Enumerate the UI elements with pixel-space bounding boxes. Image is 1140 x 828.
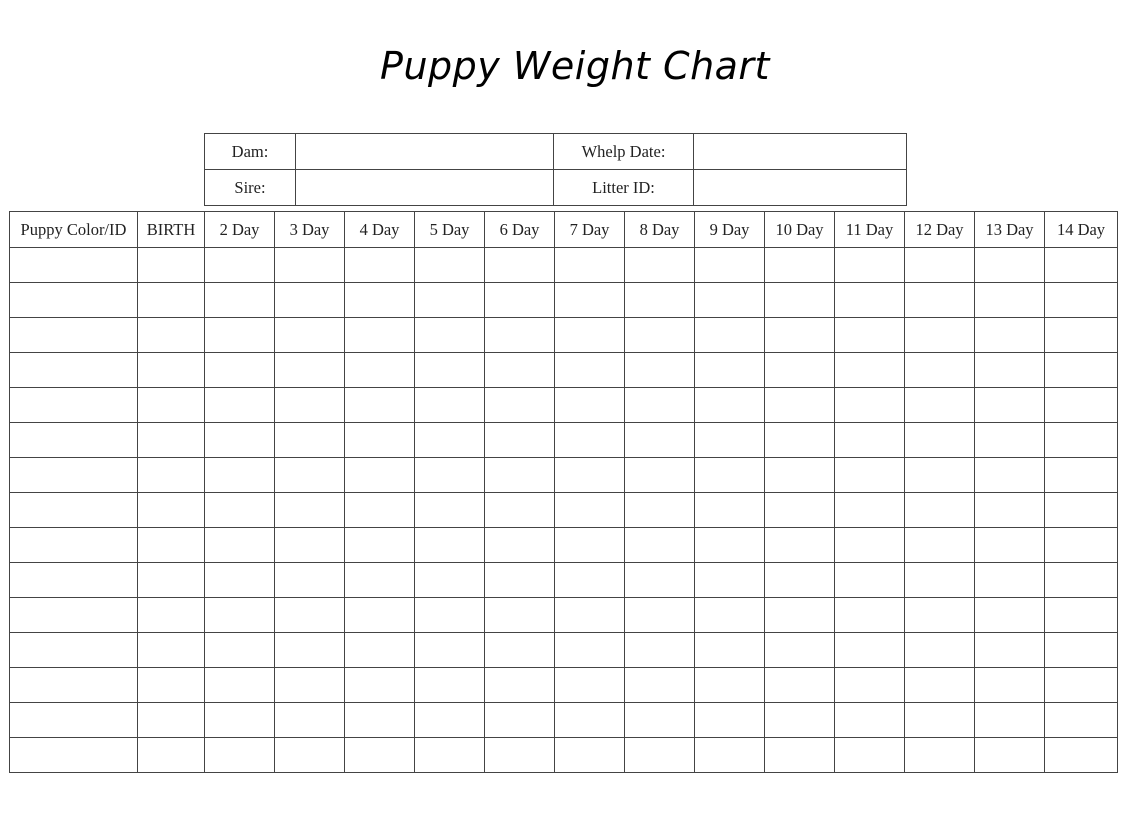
weight-cell[interactable] (275, 283, 345, 318)
table-row (10, 283, 1118, 318)
whelp-date-field[interactable] (694, 134, 907, 170)
weight-cell[interactable] (975, 318, 1045, 353)
weight-cell[interactable] (275, 703, 345, 738)
weight-cell[interactable] (345, 318, 415, 353)
weight-cell[interactable] (695, 563, 765, 598)
weight-cell[interactable] (625, 528, 695, 563)
weight-cell[interactable] (10, 493, 138, 528)
weight-cell[interactable] (138, 458, 205, 493)
weight-cell[interactable] (975, 458, 1045, 493)
weight-cell[interactable] (835, 703, 905, 738)
weight-cell[interactable] (345, 738, 415, 773)
weight-cell[interactable] (695, 388, 765, 423)
weight-cell[interactable] (415, 703, 485, 738)
weight-cell[interactable] (275, 248, 345, 283)
weight-grid-table (9, 211, 1118, 773)
weight-cell[interactable] (555, 493, 625, 528)
weight-cell[interactable] (835, 388, 905, 423)
weight-cell[interactable] (138, 283, 205, 318)
table-row (10, 493, 1118, 528)
weight-cell[interactable] (1045, 353, 1118, 388)
weight-cell[interactable] (1045, 563, 1118, 598)
weight-cell[interactable] (415, 318, 485, 353)
weight-cell[interactable] (205, 458, 275, 493)
weight-cell[interactable] (695, 283, 765, 318)
column-header: 9 Day (695, 212, 765, 248)
table-row (10, 528, 1118, 563)
weight-cell[interactable] (695, 248, 765, 283)
weight-grid-body (10, 248, 1118, 773)
weight-cell[interactable] (138, 318, 205, 353)
column-header: Puppy Color/ID (10, 212, 138, 248)
weight-cell[interactable] (275, 738, 345, 773)
weight-cell[interactable] (905, 668, 975, 703)
weight-cell[interactable] (975, 353, 1045, 388)
weight-cell[interactable] (205, 353, 275, 388)
weight-cell[interactable] (905, 738, 975, 773)
weight-cell[interactable] (10, 528, 138, 563)
weight-cell[interactable] (138, 598, 205, 633)
weight-cell[interactable] (275, 528, 345, 563)
weight-cell[interactable] (415, 248, 485, 283)
weight-cell[interactable] (1045, 598, 1118, 633)
weight-cell[interactable] (835, 353, 905, 388)
weight-cell[interactable] (10, 283, 138, 318)
weight-cell[interactable] (765, 388, 835, 423)
weight-cell[interactable] (138, 248, 205, 283)
table-row (10, 703, 1118, 738)
weight-cell[interactable] (695, 738, 765, 773)
weight-cell[interactable] (10, 563, 138, 598)
weight-cell[interactable] (275, 668, 345, 703)
weight-cell[interactable] (138, 738, 205, 773)
weight-cell[interactable] (485, 528, 555, 563)
weight-cell[interactable] (1045, 248, 1118, 283)
weight-cell[interactable] (275, 458, 345, 493)
weight-cell[interactable] (555, 528, 625, 563)
table-row (10, 318, 1118, 353)
column-header: 8 Day (625, 212, 695, 248)
weight-cell[interactable] (765, 353, 835, 388)
weight-cell[interactable] (695, 458, 765, 493)
weight-cell[interactable] (205, 633, 275, 668)
weight-cell[interactable] (205, 283, 275, 318)
weight-cell[interactable] (765, 458, 835, 493)
weight-cell[interactable] (138, 528, 205, 563)
weight-cell[interactable] (765, 248, 835, 283)
weight-cell[interactable] (345, 528, 415, 563)
weight-cell[interactable] (415, 528, 485, 563)
table-row (10, 458, 1118, 493)
table-row (10, 388, 1118, 423)
weight-cell[interactable] (205, 423, 275, 458)
weight-cell[interactable] (415, 353, 485, 388)
column-header: 6 Day (485, 212, 555, 248)
table-row (10, 633, 1118, 668)
weight-cell[interactable] (10, 633, 138, 668)
weight-cell[interactable] (905, 248, 975, 283)
weight-cell[interactable] (835, 633, 905, 668)
table-row (10, 563, 1118, 598)
table-row (10, 423, 1118, 458)
weight-cell[interactable] (485, 248, 555, 283)
weight-cell[interactable] (345, 283, 415, 318)
weight-cell[interactable] (975, 633, 1045, 668)
weight-cell[interactable] (138, 703, 205, 738)
column-header: 10 Day (765, 212, 835, 248)
weight-cell[interactable] (138, 353, 205, 388)
weight-cell[interactable] (625, 248, 695, 283)
weight-cell[interactable] (765, 633, 835, 668)
weight-cell[interactable] (625, 283, 695, 318)
weight-cell[interactable] (345, 703, 415, 738)
weight-cell[interactable] (275, 563, 345, 598)
weight-cell[interactable] (625, 423, 695, 458)
weight-cell[interactable] (765, 318, 835, 353)
weight-cell[interactable] (205, 563, 275, 598)
weight-cell[interactable] (1045, 283, 1118, 318)
weight-cell[interactable] (275, 423, 345, 458)
weight-cell[interactable] (555, 458, 625, 493)
header-row (10, 212, 1118, 248)
weight-cell[interactable] (485, 598, 555, 633)
weight-cell[interactable] (835, 528, 905, 563)
weight-cell[interactable] (695, 668, 765, 703)
weight-cell[interactable] (1045, 423, 1118, 458)
weight-cell[interactable] (1045, 458, 1118, 493)
sire-row (205, 170, 907, 206)
column-header: BIRTH (138, 212, 205, 248)
weight-cell[interactable] (205, 388, 275, 423)
weight-cell[interactable] (485, 283, 555, 318)
weight-cell[interactable] (205, 248, 275, 283)
sire-label: Sire: (205, 170, 296, 206)
weight-cell[interactable] (975, 738, 1045, 773)
weight-cell[interactable] (345, 668, 415, 703)
weight-cell[interactable] (905, 598, 975, 633)
weight-cell[interactable] (695, 528, 765, 563)
weight-cell[interactable] (625, 318, 695, 353)
weight-cell[interactable] (415, 458, 485, 493)
column-header: 14 Day (1045, 212, 1118, 248)
weight-cell[interactable] (485, 458, 555, 493)
weight-cell[interactable] (695, 493, 765, 528)
weight-cell[interactable] (138, 668, 205, 703)
column-header: 2 Day (205, 212, 275, 248)
weight-cell[interactable] (345, 353, 415, 388)
weight-cell[interactable] (765, 493, 835, 528)
weight-cell[interactable] (555, 563, 625, 598)
weight-cell[interactable] (555, 423, 625, 458)
weight-cell[interactable] (625, 353, 695, 388)
weight-cell[interactable] (625, 738, 695, 773)
weight-cell[interactable] (345, 633, 415, 668)
weight-cell[interactable] (205, 528, 275, 563)
column-header: 7 Day (555, 212, 625, 248)
weight-cell[interactable] (765, 598, 835, 633)
litter-id-field[interactable] (694, 170, 907, 206)
weight-cell[interactable] (555, 388, 625, 423)
weight-cell[interactable] (138, 563, 205, 598)
weight-cell[interactable] (138, 423, 205, 458)
weight-cell[interactable] (275, 493, 345, 528)
weight-cell[interactable] (905, 633, 975, 668)
weight-cell[interactable] (695, 598, 765, 633)
weight-cell[interactable] (555, 248, 625, 283)
weight-cell[interactable] (975, 563, 1045, 598)
weight-cell[interactable] (905, 318, 975, 353)
weight-cell[interactable] (975, 598, 1045, 633)
weight-cell[interactable] (205, 703, 275, 738)
weight-cell[interactable] (415, 633, 485, 668)
sire-field[interactable] (296, 170, 554, 206)
table-row (10, 248, 1118, 283)
weight-cell[interactable] (415, 283, 485, 318)
weight-cell[interactable] (555, 283, 625, 318)
weight-cell[interactable] (205, 493, 275, 528)
weight-cell[interactable] (765, 423, 835, 458)
weight-cell[interactable] (835, 668, 905, 703)
weight-cell[interactable] (835, 493, 905, 528)
weight-cell[interactable] (905, 353, 975, 388)
weight-cell[interactable] (415, 493, 485, 528)
weight-cell[interactable] (695, 353, 765, 388)
weight-cell[interactable] (485, 703, 555, 738)
weight-cell[interactable] (205, 318, 275, 353)
weight-cell[interactable] (275, 318, 345, 353)
weight-cell[interactable] (555, 353, 625, 388)
table-row (10, 353, 1118, 388)
litter-info-table (204, 133, 907, 206)
column-header: 4 Day (345, 212, 415, 248)
weight-cell[interactable] (1045, 388, 1118, 423)
weight-cell[interactable] (555, 738, 625, 773)
weight-cell[interactable] (835, 423, 905, 458)
weight-cell[interactable] (555, 703, 625, 738)
weight-cell[interactable] (625, 388, 695, 423)
weight-cell[interactable] (765, 668, 835, 703)
weight-cell[interactable] (765, 563, 835, 598)
weight-cell[interactable] (975, 283, 1045, 318)
weight-cell[interactable] (275, 353, 345, 388)
weight-cell[interactable] (625, 563, 695, 598)
weight-cell[interactable] (1045, 738, 1118, 773)
page-title: Puppy Weight Chart (380, 44, 770, 88)
weight-cell[interactable] (1045, 668, 1118, 703)
weight-cell[interactable] (905, 388, 975, 423)
weight-cell[interactable] (275, 388, 345, 423)
weight-cell[interactable] (555, 633, 625, 668)
table-row (10, 598, 1118, 633)
weight-cell[interactable] (138, 493, 205, 528)
weight-cell[interactable] (1045, 528, 1118, 563)
weight-cell[interactable] (205, 598, 275, 633)
weight-cell[interactable] (10, 248, 138, 283)
weight-cell[interactable] (345, 598, 415, 633)
weight-cell[interactable] (905, 423, 975, 458)
weight-cell[interactable] (205, 668, 275, 703)
weight-cell[interactable] (485, 563, 555, 598)
weight-cell[interactable] (835, 283, 905, 318)
weight-cell[interactable] (485, 388, 555, 423)
weight-cell[interactable] (345, 493, 415, 528)
weight-cell[interactable] (835, 563, 905, 598)
weight-cell[interactable] (415, 423, 485, 458)
weight-cell[interactable] (835, 318, 905, 353)
weight-cell[interactable] (275, 633, 345, 668)
table-row (10, 738, 1118, 773)
weight-cell[interactable] (415, 563, 485, 598)
weight-cell[interactable] (10, 388, 138, 423)
weight-cell[interactable] (485, 633, 555, 668)
whelp-date-label: Whelp Date: (554, 134, 694, 170)
column-header: 12 Day (905, 212, 975, 248)
weight-cell[interactable] (485, 353, 555, 388)
weight-cell[interactable] (555, 318, 625, 353)
weight-cell[interactable] (905, 703, 975, 738)
weight-cell[interactable] (905, 493, 975, 528)
weight-cell[interactable] (415, 388, 485, 423)
weight-cell[interactable] (625, 458, 695, 493)
column-header: 3 Day (275, 212, 345, 248)
weight-cell[interactable] (205, 738, 275, 773)
weight-cell[interactable] (765, 283, 835, 318)
litter-id-label: Litter ID: (554, 170, 694, 206)
weight-cell[interactable] (905, 458, 975, 493)
weight-cell[interactable] (1045, 493, 1118, 528)
weight-cell[interactable] (138, 633, 205, 668)
weight-cell[interactable] (975, 703, 1045, 738)
weight-cell[interactable] (275, 598, 345, 633)
weight-cell[interactable] (10, 318, 138, 353)
weight-cell[interactable] (625, 633, 695, 668)
weight-cell[interactable] (835, 248, 905, 283)
weight-cell[interactable] (415, 738, 485, 773)
weight-cell[interactable] (345, 423, 415, 458)
weight-cell[interactable] (975, 388, 1045, 423)
weight-cell[interactable] (695, 703, 765, 738)
weight-cell[interactable] (555, 598, 625, 633)
weight-cell[interactable] (835, 458, 905, 493)
weight-cell[interactable] (975, 668, 1045, 703)
weight-cell[interactable] (625, 493, 695, 528)
weight-cell[interactable] (485, 493, 555, 528)
weight-cell[interactable] (10, 598, 138, 633)
weight-cell[interactable] (695, 423, 765, 458)
dam-row (205, 134, 907, 170)
weight-cell[interactable] (765, 703, 835, 738)
weight-cell[interactable] (415, 668, 485, 703)
weight-cell[interactable] (765, 528, 835, 563)
weight-cell[interactable] (485, 318, 555, 353)
weight-cell[interactable] (345, 388, 415, 423)
weight-cell[interactable] (345, 248, 415, 283)
weight-cell[interactable] (485, 738, 555, 773)
weight-cell[interactable] (555, 668, 625, 703)
weight-cell[interactable] (345, 563, 415, 598)
weight-cell[interactable] (905, 563, 975, 598)
weight-cell[interactable] (1045, 703, 1118, 738)
weight-cell[interactable] (765, 738, 835, 773)
weight-cell[interactable] (485, 423, 555, 458)
weight-cell[interactable] (975, 423, 1045, 458)
dam-label: Dam: (205, 134, 296, 170)
weight-cell[interactable] (975, 493, 1045, 528)
weight-cell[interactable] (1045, 633, 1118, 668)
column-header: 11 Day (835, 212, 905, 248)
weight-cell[interactable] (695, 318, 765, 353)
weight-cell[interactable] (10, 353, 138, 388)
weight-cell[interactable] (10, 738, 138, 773)
weight-cell[interactable] (975, 528, 1045, 563)
weight-cell[interactable] (10, 423, 138, 458)
weight-cell[interactable] (835, 598, 905, 633)
weight-cell[interactable] (835, 738, 905, 773)
weight-cell[interactable] (10, 703, 138, 738)
weight-cell[interactable] (138, 388, 205, 423)
weight-cell[interactable] (10, 668, 138, 703)
weight-cell[interactable] (1045, 318, 1118, 353)
weight-cell[interactable] (905, 528, 975, 563)
weight-cell[interactable] (695, 633, 765, 668)
weight-cell[interactable] (485, 668, 555, 703)
weight-cell[interactable] (625, 598, 695, 633)
column-header: 5 Day (415, 212, 485, 248)
weight-cell[interactable] (975, 248, 1045, 283)
weight-cell[interactable] (625, 703, 695, 738)
table-row (10, 668, 1118, 703)
weight-cell[interactable] (905, 283, 975, 318)
weight-cell[interactable] (10, 458, 138, 493)
weight-cell[interactable] (345, 458, 415, 493)
weight-cell[interactable] (415, 598, 485, 633)
column-header: 13 Day (975, 212, 1045, 248)
weight-cell[interactable] (625, 668, 695, 703)
dam-field[interactable] (296, 134, 554, 170)
